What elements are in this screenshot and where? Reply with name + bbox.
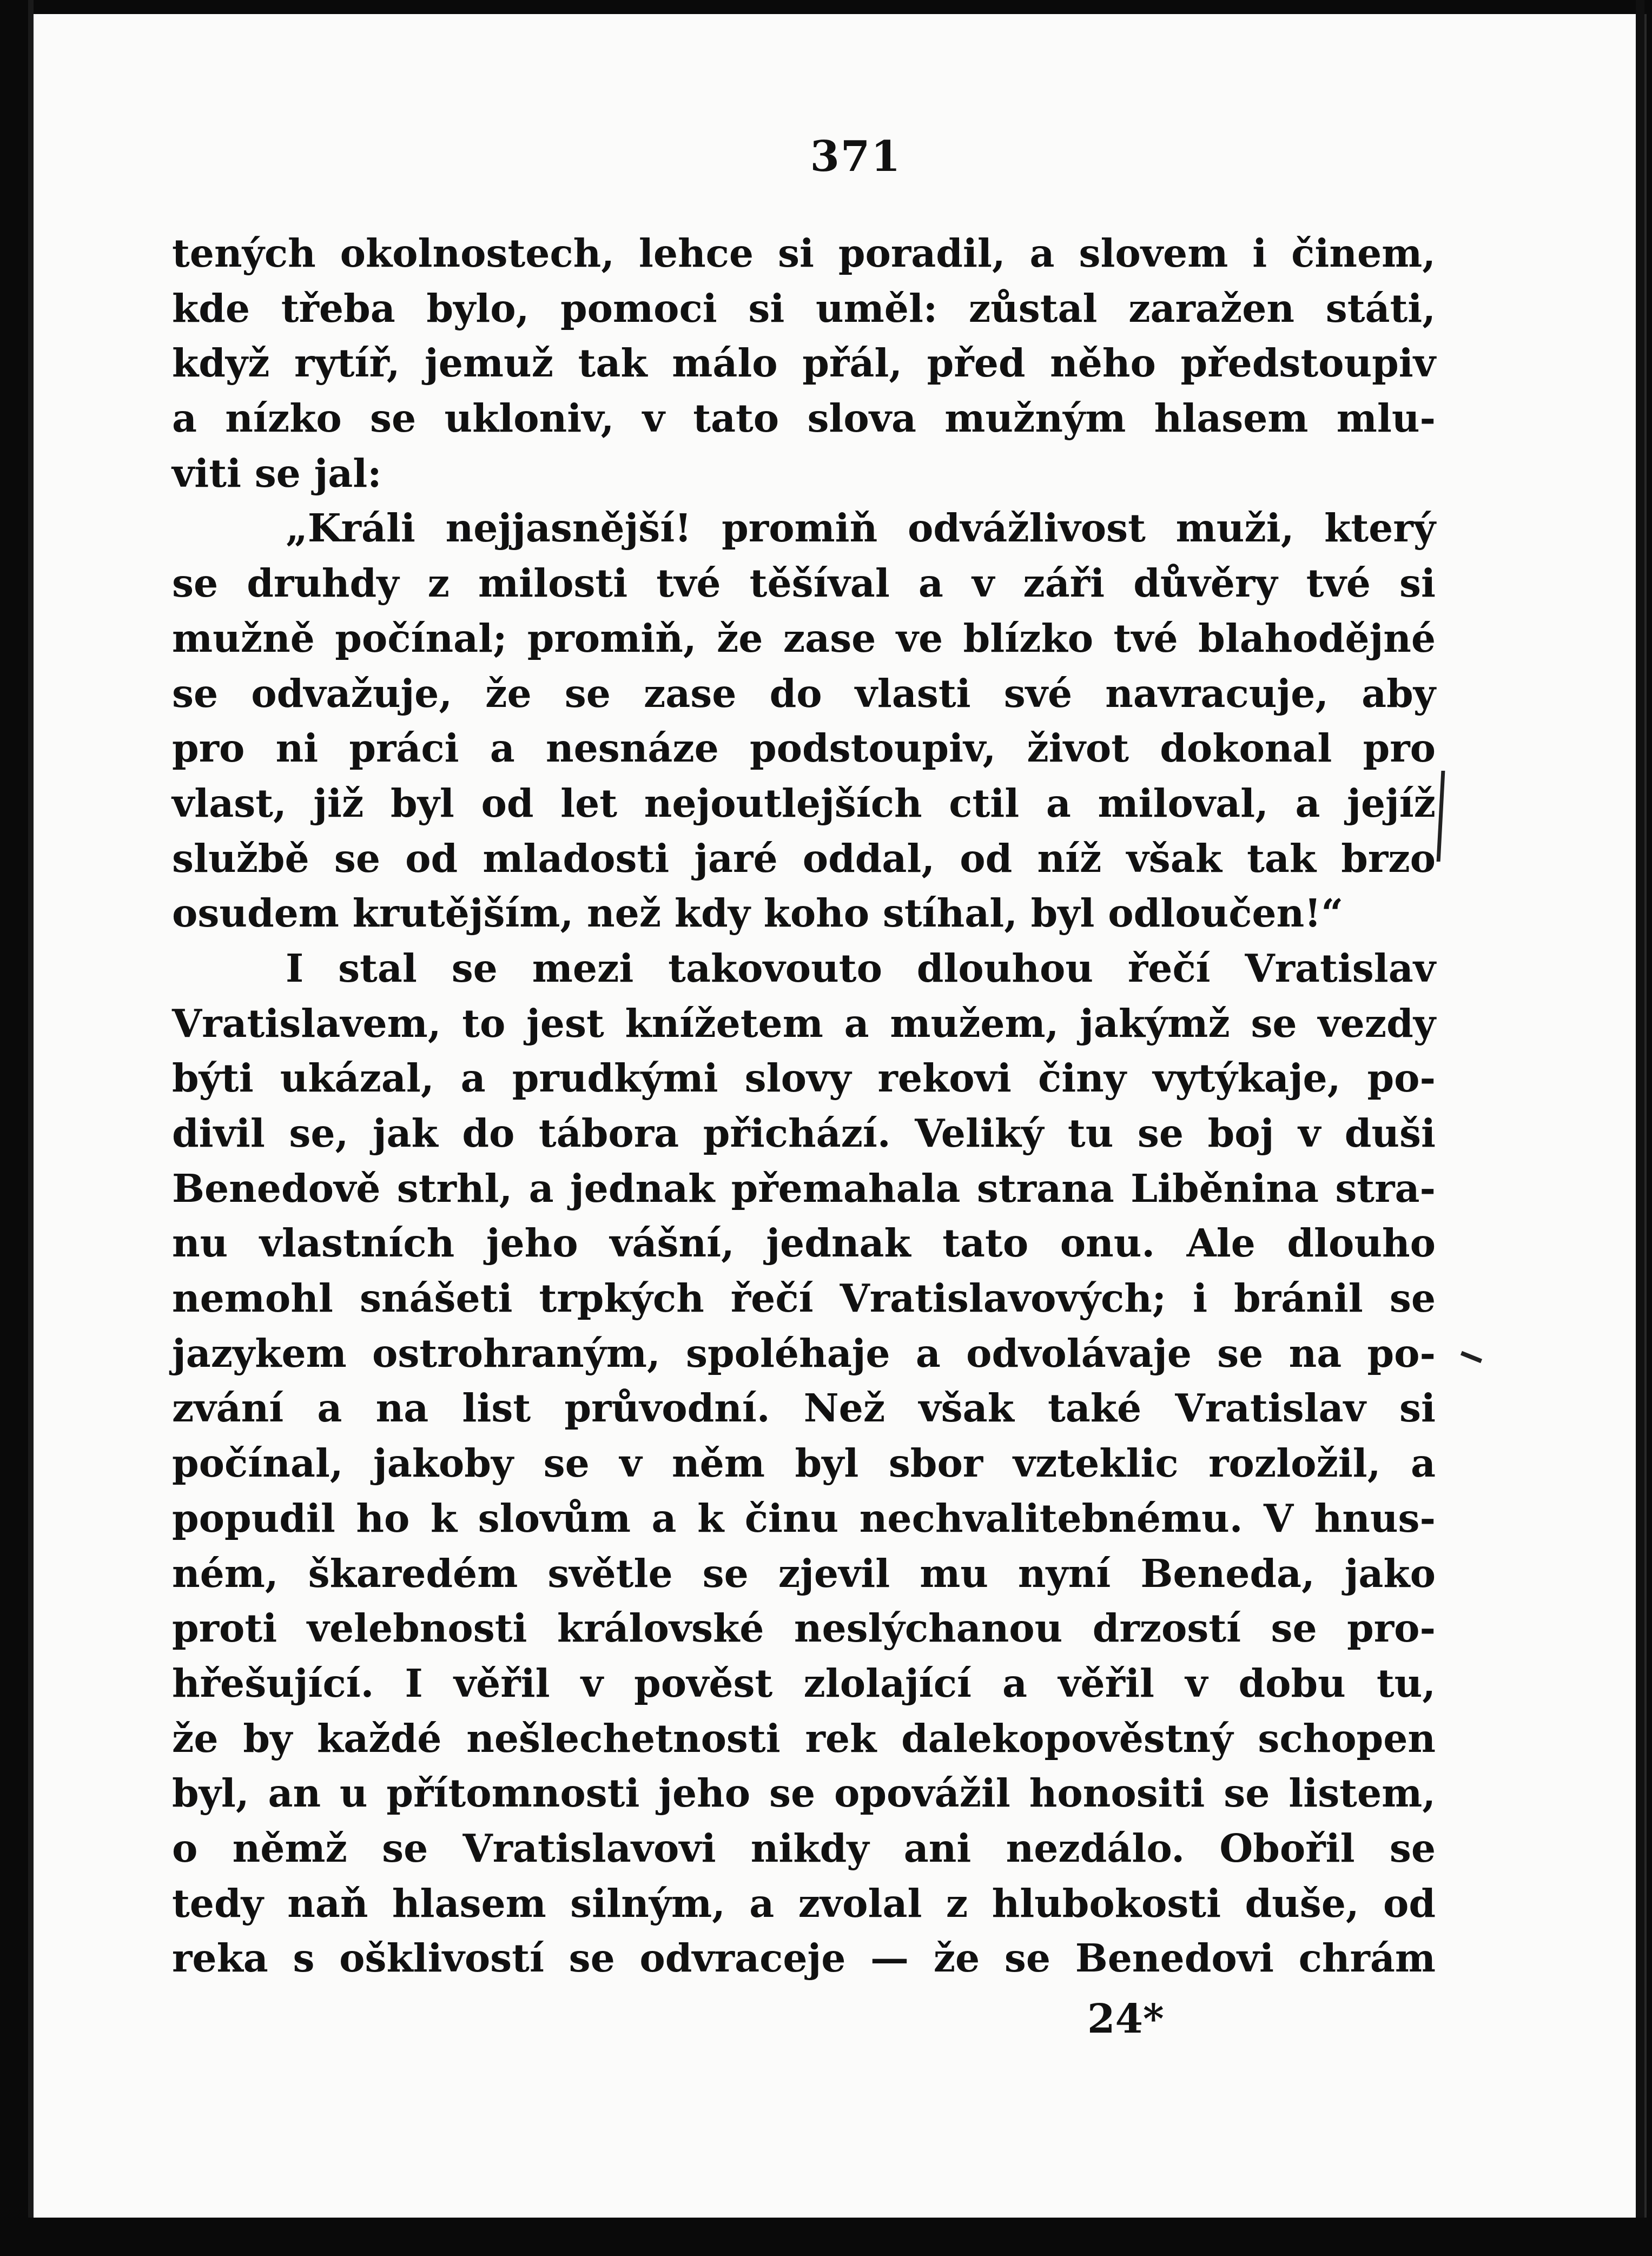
text-line: Benedově strhl, a jednak přemahala strana Liběnina stra-	[172, 1165, 1436, 1211]
text-line: jazykem ostrohraným, spoléhaje a odvolávaje se na po-	[172, 1330, 1436, 1376]
page-right-edge	[1636, 0, 1644, 2256]
text-line: kde třeba bylo, pomoci si uměl: zůstal zaražen státi,	[172, 285, 1436, 331]
page-left-edge	[28, 0, 34, 2256]
text-line: že by každé nešlechetnosti rek dalekopověstný schopen	[172, 1715, 1436, 1761]
text-line: když rytíř, jemuž tak málo přál, před něho předstoupiv	[172, 340, 1436, 386]
text-line: viti se jal:	[172, 450, 382, 496]
page-bottom-edge	[0, 2218, 1652, 2256]
text-line: „Králi nejjasnější! promiň odvážlivost muži, který	[286, 505, 1436, 551]
text-line: o němž se Vratislavovi nikdy ani nezdálo. Obořil se	[172, 1825, 1436, 1871]
text-line: tedy naň hlasem silným, a zvolal z hlubokosti duše, od	[172, 1880, 1436, 1926]
text-line: a nízko se ukloniv, v tato slova mužným hlasem mlu-	[172, 395, 1436, 441]
text-line: službě se od mladosti jaré oddal, od níž však tak brzo	[172, 835, 1436, 881]
text-line: divil se, jak do tábora přichází. Veliký tu se boj v duši	[172, 1110, 1436, 1156]
signature-mark: 24*	[1087, 1996, 1164, 2042]
text-line: zvání a na list průvodní. Než však také Vratislav si	[172, 1385, 1436, 1431]
text-line: nu vlastních jeho vášní, jednak tato onu. Ale dlouho	[172, 1220, 1436, 1266]
text-line: Vratislavem, to jest knížetem a mužem, jakýmž se vezdy	[172, 1000, 1436, 1046]
text-line: ném, škaredém světle se zjevil mu nyní Beneda, jako	[172, 1550, 1436, 1596]
text-line: mužně počínal; promiň, že zase ve blízko tvé blahodějné	[172, 615, 1436, 661]
text-line: počínal, jakoby se v něm byl sbor vzteklic rozložil, a	[172, 1440, 1436, 1486]
text-line: nemohl snášeti trpkých řečí Vratislavových; i bránil se	[172, 1275, 1436, 1321]
page-body-text	[172, 226, 1436, 1986]
text-line: se odvažuje, že se zase do vlasti své navracuje, aby	[172, 670, 1436, 716]
text-line: osudem krutějším, než kdy koho stíhal, byl odloučen!“	[172, 890, 1344, 936]
text-line: hřešující. I věřil v pověst zlolající a věřil v dobu tu,	[172, 1660, 1436, 1706]
text-line: popudil ho k slovům a k činu nechvalitebnému. V hnus-	[172, 1495, 1436, 1541]
text-line: I stal se mezi takovouto dlouhou řečí Vratislav	[286, 945, 1436, 991]
text-line: pro ni práci a nesnáze podstoupiv, život dokonal pro	[172, 725, 1436, 771]
text-line: tených okolnostech, lehce si poradil, a slovem i činem,	[172, 230, 1436, 276]
text-line: se druhdy z milosti tvé těšíval a v záři důvěry tvé si	[172, 560, 1436, 606]
page-number: 371	[810, 132, 902, 181]
text-line: reka s ošklivostí se odvraceje — že se Benedovi chrám	[172, 1935, 1436, 1981]
text-line: proti velebnosti královské neslýchanou drzostí se pro-	[172, 1605, 1436, 1651]
text-line: býti ukázal, a prudkými slovy rekovi činy vytýkaje, po-	[172, 1055, 1436, 1101]
text-line: byl, an u přítomnosti jeho se opovážil honositi se listem,	[172, 1770, 1436, 1816]
text-line: vlast, již byl od let nejoutlejších ctil a miloval, a jejíž	[172, 780, 1436, 826]
